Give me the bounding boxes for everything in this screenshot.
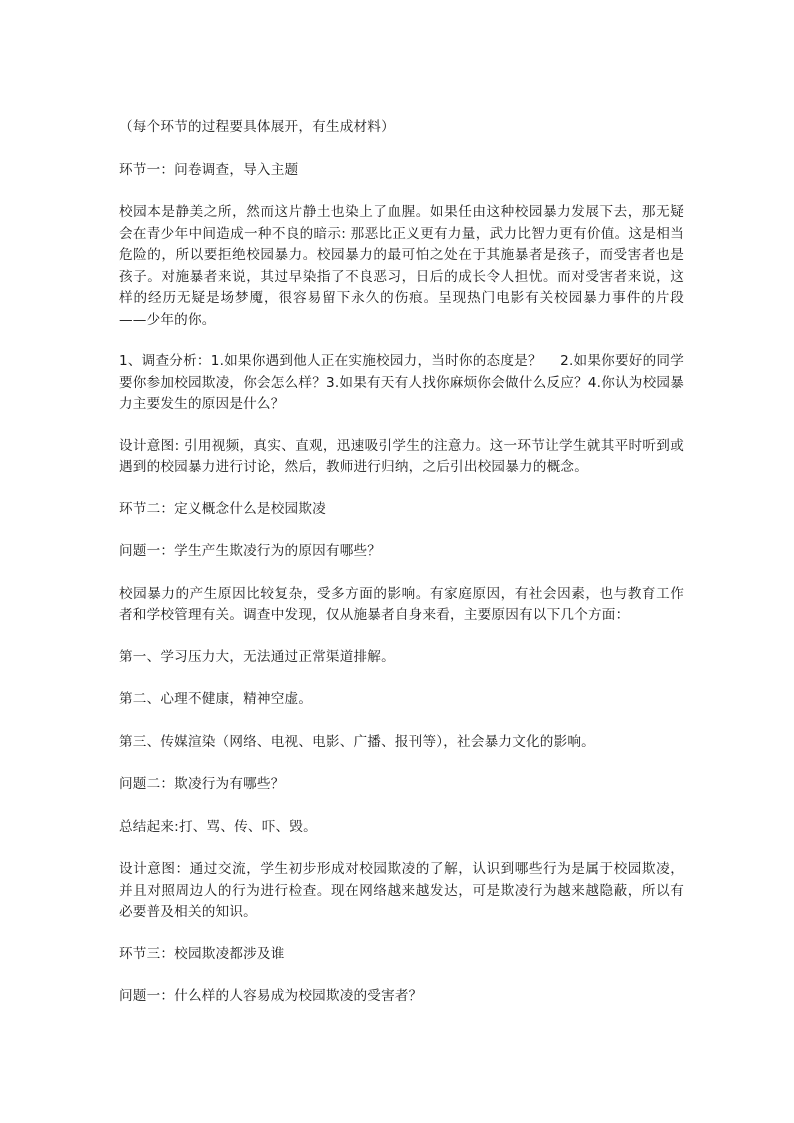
note-paragraph: （每个环节的过程要具体展开，有生成材料）: [119, 119, 395, 135]
design-intent-paragraph-1: 设计意图: 引用视频，真实、直观，迅速吸引学生的注意力。这一环节让学生就其平时听到或遇到的校园暴力进行讨论，然后，教师进行归纳，之后引出校园暴力的概念。: [119, 437, 684, 475]
section-heading-1: 环节一：问卷调查，导入主题: [119, 161, 299, 178]
design-intent-paragraph-2: 设计意图：通过交流，学生初步形成对校园欺凌的了解，认识到哪些行为是属于校园欺凌，并且对照周边人的行为进行检查。现在网络越来越发达，可是欺凌行为越来越隐蔽，所以有必要普及相关的知识。: [119, 861, 684, 920]
document-page: [119, 117, 684, 1029]
cause-item-3: 第三、传媒渲染（网络、电视、电影、广播、报刊等），社会暴力文化的影响。: [119, 733, 595, 750]
summary-paragraph: 总结起来:打、骂、传、吓、毁。: [119, 818, 317, 835]
cause-item-2: 第二、心理不健康，精神空虚。: [119, 691, 313, 707]
survey-paragraph: 1、调查分析：1.如果你遇到他人正在实施校园力，当时你的态度是？ 2.如果你要好的同学要你参加校园欺凌，你会怎么样？3.如果有天有人找你麻烦你会做什么反应？4.你认为校园暴力主要发生的原因是什么？: [119, 353, 684, 412]
section-heading-3: 环节三：校园欺凌都涉及谁: [119, 945, 285, 962]
cause-item-1: 第一、学习压力大，无法通过正常渠道排解。: [119, 648, 395, 665]
question-paragraph-2: 问题二：欺凌行为有哪些？: [119, 776, 285, 792]
section-heading-2: 环节二：定义概念什么是校园欺凌: [119, 500, 326, 517]
intro-paragraph: 校园本是静美之所，然而这片静土也染上了血腥。如果任由这种校园暴力发展下去，那无疑会在青少年中间造成一种不良的暗示: 那恶比正义更有力量，武力比智力更有价值。这是相当危险的，所以要拒绝校园暴力。校园暴力的最可怕之处在于其施暴者是孩子，而受害者也是孩子。对施暴者来说，其过早染指了不良恶习，日后的成长令人担忧。而对受害者来说，这样的经历无疑是场梦魇，很容易留下永久的伤痕。呈现热门电影有关校园暴力事件的片段——少年的你。: [119, 204, 684, 328]
question-paragraph-3: 问题一：什么样的人容易成为校园欺凌的受害者？: [119, 988, 423, 1004]
question-paragraph-1: 问题一：学生产生欺凌行为的原因有哪些？: [119, 543, 382, 559]
causes-paragraph: 校园暴力的产生原因比较复杂，受多方面的影响。有家庭原因，有社会因素，也与教育工作者和学校管理有关。调查中发现，仅从施暴者自身来看，主要原因有以下几个方面：: [119, 585, 684, 623]
